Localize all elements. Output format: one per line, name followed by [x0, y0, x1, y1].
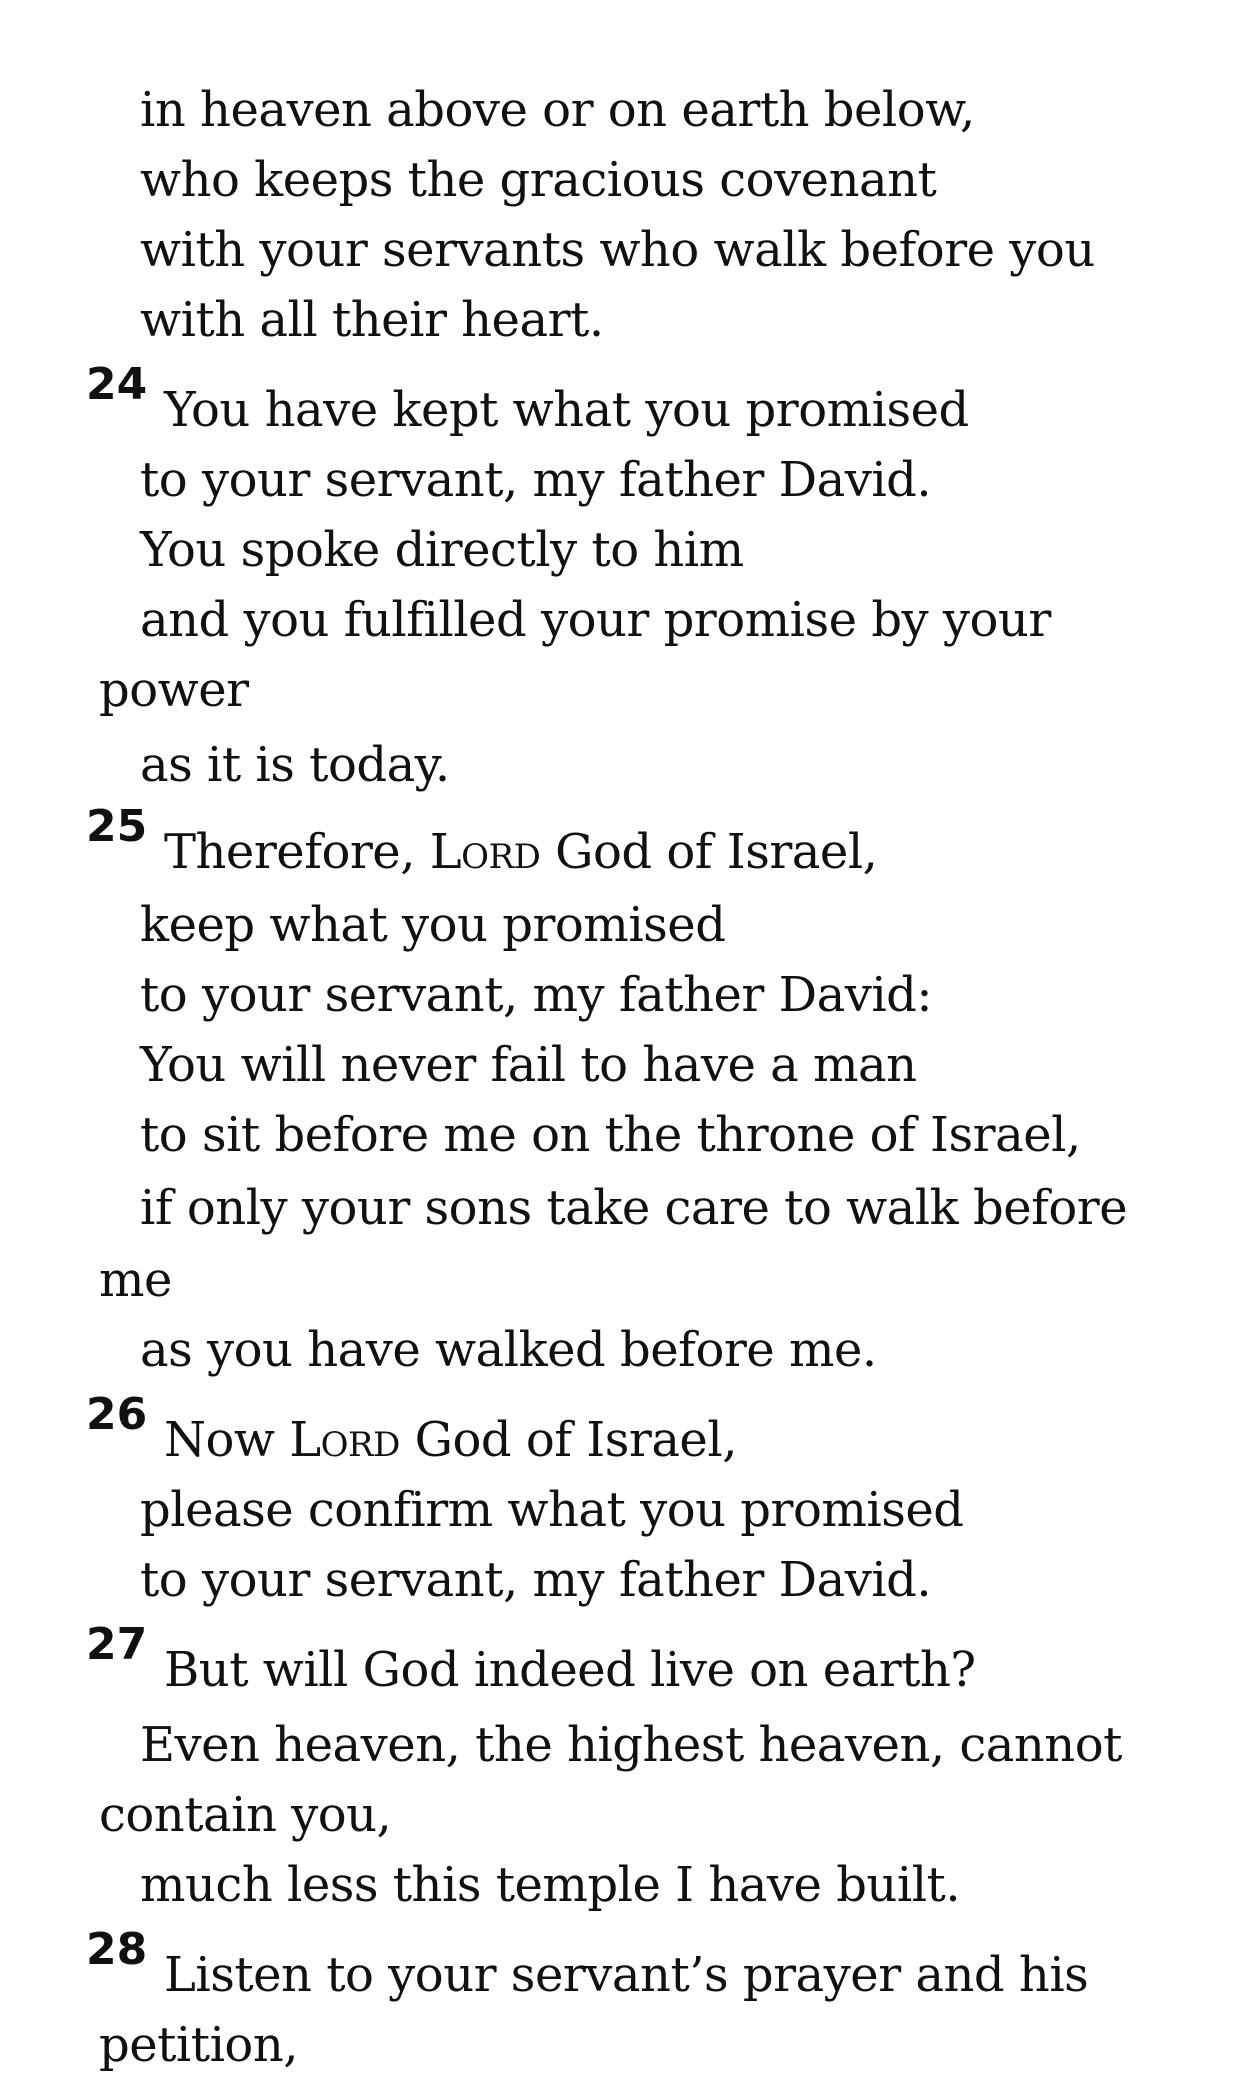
verse-line: if only your sons take care to walk before	[140, 1180, 1128, 1236]
verse-line: to your servant, my father David.	[140, 1552, 932, 1608]
verse-line: please confirm what you promised	[140, 1482, 964, 1538]
verse-line: You have kept what you promised	[164, 382, 969, 438]
verse-line: You will never fail to have a man	[140, 1037, 917, 1093]
verse-number: 26	[86, 1389, 148, 1440]
verse-line: to your servant, my father David.	[140, 452, 932, 508]
verse-number: 27	[86, 1619, 148, 1670]
verse-line: Even heaven, the highest heaven, cannot	[140, 1717, 1122, 1773]
verse-line-wrap: me	[99, 1252, 172, 1308]
verse-line: Therefore, Lord God of Israel,	[164, 824, 878, 880]
verse-line-wrap: contain you,	[99, 1787, 392, 1843]
verse-line: in heaven above or on earth below,	[140, 82, 975, 138]
verse-number: 24	[86, 359, 148, 410]
verse-line-wrap: petition,	[99, 2017, 298, 2073]
verse-line: who keeps the gracious covenant	[140, 152, 937, 208]
verse-line: as you have walked before me.	[140, 1322, 877, 1378]
verse-line: to sit before me on the throne of Israel,	[140, 1107, 1081, 1163]
verse-number: 28	[86, 1924, 148, 1975]
divine-name-smallcaps: Lord	[429, 824, 541, 880]
verse-line: and you fulfilled your promise by your	[140, 592, 1051, 648]
verse-line: You spoke directly to him	[140, 522, 744, 578]
verse-line: as it is today.	[140, 737, 450, 793]
verse-line: with all their heart.	[140, 292, 604, 348]
verse-line: much less this temple I have built.	[140, 1857, 961, 1913]
divine-name-smallcaps: Lord	[289, 1412, 400, 1468]
verse-line: keep what you promised	[140, 897, 726, 953]
verse-number: 25	[86, 801, 148, 852]
verse-line: Listen to your servant’s prayer and his	[164, 1947, 1089, 2003]
verse-line: Now Lord God of Israel,	[164, 1412, 737, 1468]
verse-line: with your servants who walk before you	[140, 222, 1095, 278]
verse-line: But will God indeed live on earth?	[164, 1642, 976, 1698]
verse-line: to your servant, my father David:	[140, 967, 933, 1023]
verse-line-wrap: power	[99, 662, 249, 718]
